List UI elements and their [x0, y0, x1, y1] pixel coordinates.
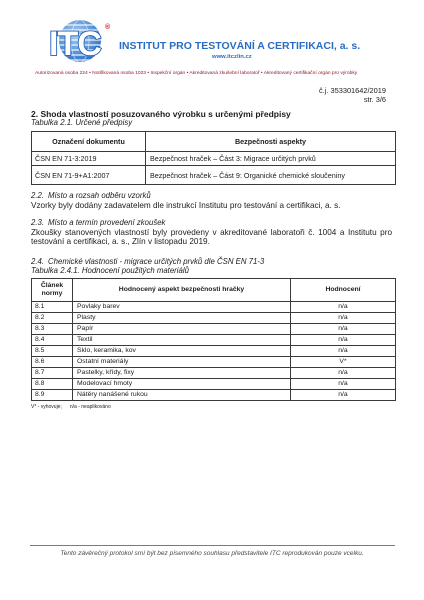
table-row	[32, 390, 396, 401]
subsection-title: Místo a termín provedení zkoušek	[48, 218, 166, 227]
table-cell: Plasty	[73, 313, 291, 324]
table-cell: 8.6	[32, 357, 73, 368]
logo-registered-mark: ®	[105, 24, 111, 31]
table-cell: n/a	[291, 368, 396, 379]
table-header-cell: Označení dokumentu	[32, 132, 146, 152]
table-cell: 8.2	[32, 313, 73, 324]
table-cell: 8.9	[32, 390, 73, 401]
table-cell: n/a	[291, 324, 396, 335]
table-cell: n/a	[291, 379, 396, 390]
table-row	[32, 379, 396, 390]
table-cell: 8.3	[32, 324, 73, 335]
table-cell: Nátěry nanášené rukou	[73, 390, 291, 401]
paragraph: Zkoušky stanovených vlastností byly provedeny v akreditované laboratoři č. 1004 a Institutu pro testování a certifikaci, a. s., Zlín v listopadu 2019.	[31, 227, 392, 246]
legend-note	[31, 404, 111, 410]
table-cell: n/a	[291, 302, 396, 313]
table-cell: Povlaky barev	[73, 302, 291, 313]
table-row	[32, 335, 396, 346]
subsection-title: Místo a rozsah odběru vzorků	[48, 191, 151, 200]
table-cell: ČSN EN 71-3:2019	[32, 152, 146, 166]
institute-name: INSTITUT PRO TESTOVÁNÍ A CERTIFIKACI, a. s.	[119, 40, 361, 52]
table-cell: Sklo, keramika, kov	[73, 346, 291, 357]
table-row	[32, 166, 396, 185]
subsection-number: 2.3.	[31, 218, 45, 227]
regulations-table	[31, 131, 396, 185]
table-cell: 8.7	[32, 368, 73, 379]
table-header-cell: Bezpečnosti aspekty	[146, 132, 396, 152]
logo-letters: ITC	[49, 25, 101, 63]
table-cell: ČSN EN 71-9+A1:2007	[32, 166, 146, 185]
table-cell: V*	[291, 357, 396, 368]
table-cell: Textil	[73, 335, 291, 346]
accreditation-line: Autorizovaná osoba 224 • Notifikovaná osoba 1023 • Inspekční orgán • Akreditovaná zkušební laboratoř • Akreditovaný certifikační orgán pro výrobky	[35, 71, 358, 76]
footer-divider	[30, 545, 395, 546]
table-cell: Pastelky, křídy, fixy	[73, 368, 291, 379]
subsection-heading	[31, 191, 151, 201]
table-cell: 8.5	[32, 346, 73, 357]
table-cell: Bezpečnost hraček – Část 3: Migrace určitých prvků	[146, 152, 396, 166]
table-cell: 8.8	[32, 379, 73, 390]
section-heading: 2. Shoda vlastností posuzovaného výrobku s určenými předpisy	[31, 109, 291, 119]
legend-item: n/a - neaplikováno	[69, 404, 111, 410]
subsection-heading	[31, 218, 165, 228]
table-header-row	[32, 279, 396, 302]
table-header-cell: Článek normy	[32, 279, 73, 302]
table-header-cell: Hodnocení	[291, 279, 396, 302]
website-url: www.itczlin.cz	[212, 54, 252, 60]
table-cell: n/a	[291, 335, 396, 346]
table-cell: n/a	[291, 346, 396, 357]
table-cell: 8.1	[32, 302, 73, 313]
materials-table	[31, 278, 396, 401]
table-cell: n/a	[291, 390, 396, 401]
table-cell: Bezpečnost hraček – Část 9: Organické chemické sloučeniny	[146, 166, 396, 185]
paragraph: Vzorky byly dodány zadavatelem dle instrukcí Institutu pro testování a certifikaci, a. s.	[31, 200, 341, 210]
table-cell: 8.4	[32, 335, 73, 346]
footer-notice: Tento závěrečný protokol smí být bez písemného souhlasu představitele ITC reprodukován pouze vcelku.	[60, 550, 364, 557]
table-cell: Modelovací hmoty	[73, 379, 291, 390]
itc-logo	[42, 18, 114, 66]
subsection-number: 2.2.	[31, 191, 45, 200]
reference-number: č.j. 353301642/2019	[319, 86, 386, 95]
table-row	[32, 302, 396, 313]
table-row	[32, 346, 396, 357]
legend-item: V* - vyhovuje;	[31, 404, 62, 410]
table-cell: Papír	[73, 324, 291, 335]
table-row	[32, 368, 396, 379]
table-header-cell: Hodnocený aspekt bezpečnosti hračky	[73, 279, 291, 302]
table-row	[32, 357, 396, 368]
subsection-title: Chemické vlastnosti - migrace určitých prvků dle ČSN EN 71-3	[48, 257, 265, 266]
table-row	[32, 324, 396, 335]
table-caption: Tabulka 2.4.1. Hodnocení použitých materiálů	[31, 266, 189, 275]
table-cell: n/a	[291, 313, 396, 324]
table-caption: Tabulka 2.1. Určené předpisy	[31, 117, 133, 127]
table-row	[32, 313, 396, 324]
table-header-row	[32, 132, 396, 152]
page-number: str. 3/6	[363, 95, 386, 104]
table-cell: Ostatní materiály	[73, 357, 291, 368]
table-row	[32, 152, 396, 166]
subsection-number: 2.4.	[31, 257, 45, 266]
